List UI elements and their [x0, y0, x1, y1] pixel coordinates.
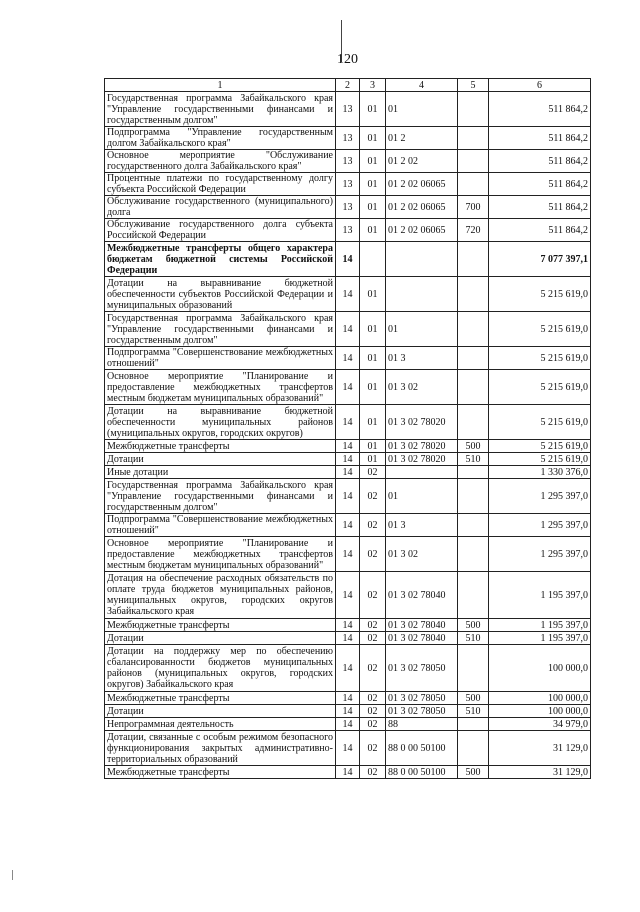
row-subsection: 02 [360, 466, 386, 479]
row-expense-type: 500 [458, 692, 489, 705]
row-subsection: 01 [360, 277, 386, 312]
row-name: Межбюджетные трансферты [105, 619, 336, 632]
row-expense-type [458, 645, 489, 692]
row-amount: 1 295 397,0 [489, 537, 591, 572]
row-subsection: 02 [360, 479, 386, 514]
row-target-code: 01 3 02 78050 [386, 645, 458, 692]
row-target-code: 01 3 02 78040 [386, 572, 458, 619]
table-row [105, 466, 591, 479]
row-target-code: 01 3 02 78050 [386, 705, 458, 718]
row-name: Обслуживание государственного (муниципального) долга [105, 196, 336, 219]
row-subsection: 01 [360, 92, 386, 127]
row-section: 14 [336, 619, 360, 632]
row-subsection: 02 [360, 632, 386, 645]
row-name: Государственная программа Забайкальского края "Управление государственными финансами и государственным долгом" [105, 312, 336, 347]
table-row [105, 718, 591, 731]
row-subsection: 01 [360, 440, 386, 453]
row-subsection: 01 [360, 150, 386, 173]
row-target-code: 01 [386, 312, 458, 347]
row-expense-type [458, 150, 489, 173]
row-expense-type [458, 405, 489, 440]
row-expense-type: 510 [458, 632, 489, 645]
row-name: Межбюджетные трансферты [105, 692, 336, 705]
row-section: 14 [336, 766, 360, 779]
row-name: Подпрограмма "Совершенствование межбюджетных отношений" [105, 514, 336, 537]
row-name: Межбюджетные трансферты [105, 440, 336, 453]
row-amount: 1 295 397,0 [489, 479, 591, 514]
row-subsection: 01 [360, 453, 386, 466]
row-section: 13 [336, 196, 360, 219]
row-amount: 5 215 619,0 [489, 347, 591, 370]
row-expense-type: 510 [458, 453, 489, 466]
table-row [105, 731, 591, 766]
table-row [105, 312, 591, 347]
row-name: Подпрограмма "Совершенствование межбюджетных отношений" [105, 347, 336, 370]
row-amount: 511 864,2 [489, 173, 591, 196]
row-target-code: 01 3 02 78020 [386, 453, 458, 466]
row-section: 14 [336, 479, 360, 514]
row-expense-type [458, 370, 489, 405]
row-name: Дотации [105, 705, 336, 718]
row-section: 14 [336, 347, 360, 370]
row-expense-type [458, 347, 489, 370]
row-expense-type: 500 [458, 440, 489, 453]
row-name: Процентные платежи по государственному долгу субъекта Российской Федерации [105, 173, 336, 196]
row-target-code [386, 466, 458, 479]
row-amount: 5 215 619,0 [489, 440, 591, 453]
row-section: 13 [336, 219, 360, 242]
row-expense-type [458, 572, 489, 619]
row-section: 14 [336, 370, 360, 405]
row-expense-type [458, 537, 489, 572]
row-section: 14 [336, 405, 360, 440]
row-subsection: 02 [360, 692, 386, 705]
row-target-code: 01 3 [386, 347, 458, 370]
row-amount: 5 215 619,0 [489, 453, 591, 466]
row-subsection: 02 [360, 619, 386, 632]
row-target-code: 88 0 00 50100 [386, 766, 458, 779]
row-amount: 511 864,2 [489, 219, 591, 242]
row-section: 14 [336, 645, 360, 692]
row-expense-type [458, 312, 489, 347]
row-target-code [386, 277, 458, 312]
row-target-code: 01 3 02 78040 [386, 632, 458, 645]
row-expense-type: 510 [458, 705, 489, 718]
row-expense-type: 500 [458, 619, 489, 632]
row-section: 14 [336, 312, 360, 347]
row-subsection: 01 [360, 312, 386, 347]
row-name: Дотации, связанные с особым режимом безопасного функционирования закрытых административно-территориальных образований [105, 731, 336, 766]
row-amount: 511 864,2 [489, 196, 591, 219]
row-amount: 100 000,0 [489, 645, 591, 692]
table-row [105, 405, 591, 440]
row-expense-type: 500 [458, 766, 489, 779]
row-subsection: 02 [360, 705, 386, 718]
row-amount: 5 215 619,0 [489, 312, 591, 347]
row-target-code: 01 3 [386, 514, 458, 537]
row-expense-type [458, 731, 489, 766]
row-subsection: 01 [360, 405, 386, 440]
budget-table [104, 78, 591, 779]
row-target-code: 01 3 02 78020 [386, 440, 458, 453]
table-row [105, 440, 591, 453]
row-target-code: 01 2 02 06065 [386, 173, 458, 196]
row-name: Иные дотации [105, 466, 336, 479]
row-section: 13 [336, 92, 360, 127]
header-cell: 4 [386, 79, 458, 92]
row-subsection: 01 [360, 127, 386, 150]
row-subsection: 01 [360, 196, 386, 219]
table-row [105, 514, 591, 537]
row-subsection: 01 [360, 370, 386, 405]
row-section: 14 [336, 514, 360, 537]
row-target-code: 01 [386, 479, 458, 514]
row-name: Государственная программа Забайкальского края "Управление государственными финансами и государственным долгом" [105, 92, 336, 127]
row-subsection: 02 [360, 731, 386, 766]
row-amount: 5 215 619,0 [489, 405, 591, 440]
row-subsection: 02 [360, 645, 386, 692]
row-amount: 5 215 619,0 [489, 370, 591, 405]
row-amount: 511 864,2 [489, 127, 591, 150]
row-target-code: 01 2 [386, 127, 458, 150]
row-expense-type [458, 466, 489, 479]
row-expense-type [458, 173, 489, 196]
row-amount: 7 077 397,1 [489, 242, 591, 277]
row-section: 14 [336, 537, 360, 572]
row-amount: 100 000,0 [489, 705, 591, 718]
table-row [105, 537, 591, 572]
row-subsection: 02 [360, 514, 386, 537]
row-section: 14 [336, 277, 360, 312]
table-row [105, 196, 591, 219]
row-section: 14 [336, 705, 360, 718]
row-subsection: 02 [360, 718, 386, 731]
table-row [105, 127, 591, 150]
row-section: 14 [336, 440, 360, 453]
row-name: Дотации на поддержку мер по обеспечению сбалансированности бюджетов муниципальных районов (муниципальных округов, городских округов) Забайкальского края [105, 645, 336, 692]
table-row [105, 572, 591, 619]
table-header-row [105, 79, 591, 92]
table-row [105, 92, 591, 127]
row-subsection: 01 [360, 219, 386, 242]
row-amount: 1 195 397,0 [489, 632, 591, 645]
row-name: Дотации на выравнивание бюджетной обеспеченности муниципальных районов (муниципальных округов, городских округов) [105, 405, 336, 440]
row-target-code [386, 242, 458, 277]
row-expense-type: 700 [458, 196, 489, 219]
header-cell: 2 [336, 79, 360, 92]
row-subsection: 02 [360, 766, 386, 779]
margin-mark [12, 870, 13, 880]
table-row [105, 632, 591, 645]
row-subsection: 01 [360, 347, 386, 370]
table-row [105, 692, 591, 705]
row-name: Дотации на выравнивание бюджетной обеспеченности субъектов Российской Федерации и муниципальных образований [105, 277, 336, 312]
row-name: Дотации [105, 453, 336, 466]
header-cell: 5 [458, 79, 489, 92]
header-cell: 6 [489, 79, 591, 92]
table-row [105, 619, 591, 632]
table-row [105, 705, 591, 718]
row-subsection [360, 242, 386, 277]
row-target-code: 01 3 02 78050 [386, 692, 458, 705]
header-cell: 1 [105, 79, 336, 92]
row-name: Основное мероприятие "Планирование и предоставление межбюджетных трансфертов местным бюджетам муниципальных образований" [105, 537, 336, 572]
row-amount: 511 864,2 [489, 150, 591, 173]
row-section: 13 [336, 127, 360, 150]
table-row [105, 219, 591, 242]
row-amount: 31 129,0 [489, 731, 591, 766]
row-target-code: 01 2 02 06065 [386, 196, 458, 219]
row-name: Межбюджетные трансферты общего характера бюджетам бюджетной системы Российской Федерации [105, 242, 336, 277]
row-subsection: 01 [360, 173, 386, 196]
table-row [105, 370, 591, 405]
row-section: 14 [336, 632, 360, 645]
row-expense-type [458, 92, 489, 127]
row-amount: 5 215 619,0 [489, 277, 591, 312]
table-row [105, 277, 591, 312]
row-amount: 34 979,0 [489, 718, 591, 731]
row-expense-type [458, 514, 489, 537]
row-expense-type [458, 127, 489, 150]
row-name: Подпрограмма "Управление государственным долгом Забайкальского края" [105, 127, 336, 150]
row-expense-type: 720 [458, 219, 489, 242]
row-name: Дотации [105, 632, 336, 645]
row-amount: 1 295 397,0 [489, 514, 591, 537]
row-target-code: 01 2 02 06065 [386, 219, 458, 242]
row-section: 14 [336, 572, 360, 619]
row-target-code: 88 0 00 50100 [386, 731, 458, 766]
row-target-code: 01 3 02 [386, 370, 458, 405]
row-expense-type [458, 479, 489, 514]
table-row [105, 645, 591, 692]
row-section: 13 [336, 150, 360, 173]
table-row [105, 242, 591, 277]
row-name: Дотация на обеспечение расходных обязательств по оплате труда бюджетов муниципальных районов, муниципальных округов, городских округов Забайкальского края [105, 572, 336, 619]
table-row [105, 173, 591, 196]
table-body [105, 79, 591, 779]
row-name: Основное мероприятие "Обслуживание государственного долга Забайкальского края" [105, 150, 336, 173]
row-amount: 1 195 397,0 [489, 619, 591, 632]
row-name: Государственная программа Забайкальского края "Управление государственными финансами и государственным долгом" [105, 479, 336, 514]
row-amount: 100 000,0 [489, 692, 591, 705]
row-section: 14 [336, 718, 360, 731]
row-expense-type [458, 277, 489, 312]
row-expense-type [458, 718, 489, 731]
table-row [105, 766, 591, 779]
row-name: Межбюджетные трансферты [105, 766, 336, 779]
row-section: 14 [336, 453, 360, 466]
row-section: 14 [336, 692, 360, 705]
row-target-code: 01 [386, 92, 458, 127]
row-target-code: 88 [386, 718, 458, 731]
row-section: 14 [336, 466, 360, 479]
row-name: Непрограммная деятельность [105, 718, 336, 731]
row-amount: 1 330 376,0 [489, 466, 591, 479]
row-target-code: 01 2 02 [386, 150, 458, 173]
row-target-code: 01 3 02 78020 [386, 405, 458, 440]
row-section: 13 [336, 173, 360, 196]
table-row [105, 453, 591, 466]
table-row [105, 347, 591, 370]
header-cell: 3 [360, 79, 386, 92]
table-row [105, 150, 591, 173]
row-amount: 1 195 397,0 [489, 572, 591, 619]
row-subsection: 02 [360, 572, 386, 619]
row-name: Обслуживание государственного долга субъекта Российской Федерации [105, 219, 336, 242]
row-target-code: 01 3 02 [386, 537, 458, 572]
row-amount: 511 864,2 [489, 92, 591, 127]
row-expense-type [458, 242, 489, 277]
row-target-code: 01 3 02 78040 [386, 619, 458, 632]
row-section: 14 [336, 731, 360, 766]
row-subsection: 02 [360, 537, 386, 572]
table-row [105, 479, 591, 514]
row-section: 14 [336, 242, 360, 277]
page-number: 120 [337, 52, 358, 67]
row-amount: 31 129,0 [489, 766, 591, 779]
row-name: Основное мероприятие "Планирование и предоставление межбюджетных трансфертов местным бюджетам муниципальных образований" [105, 370, 336, 405]
